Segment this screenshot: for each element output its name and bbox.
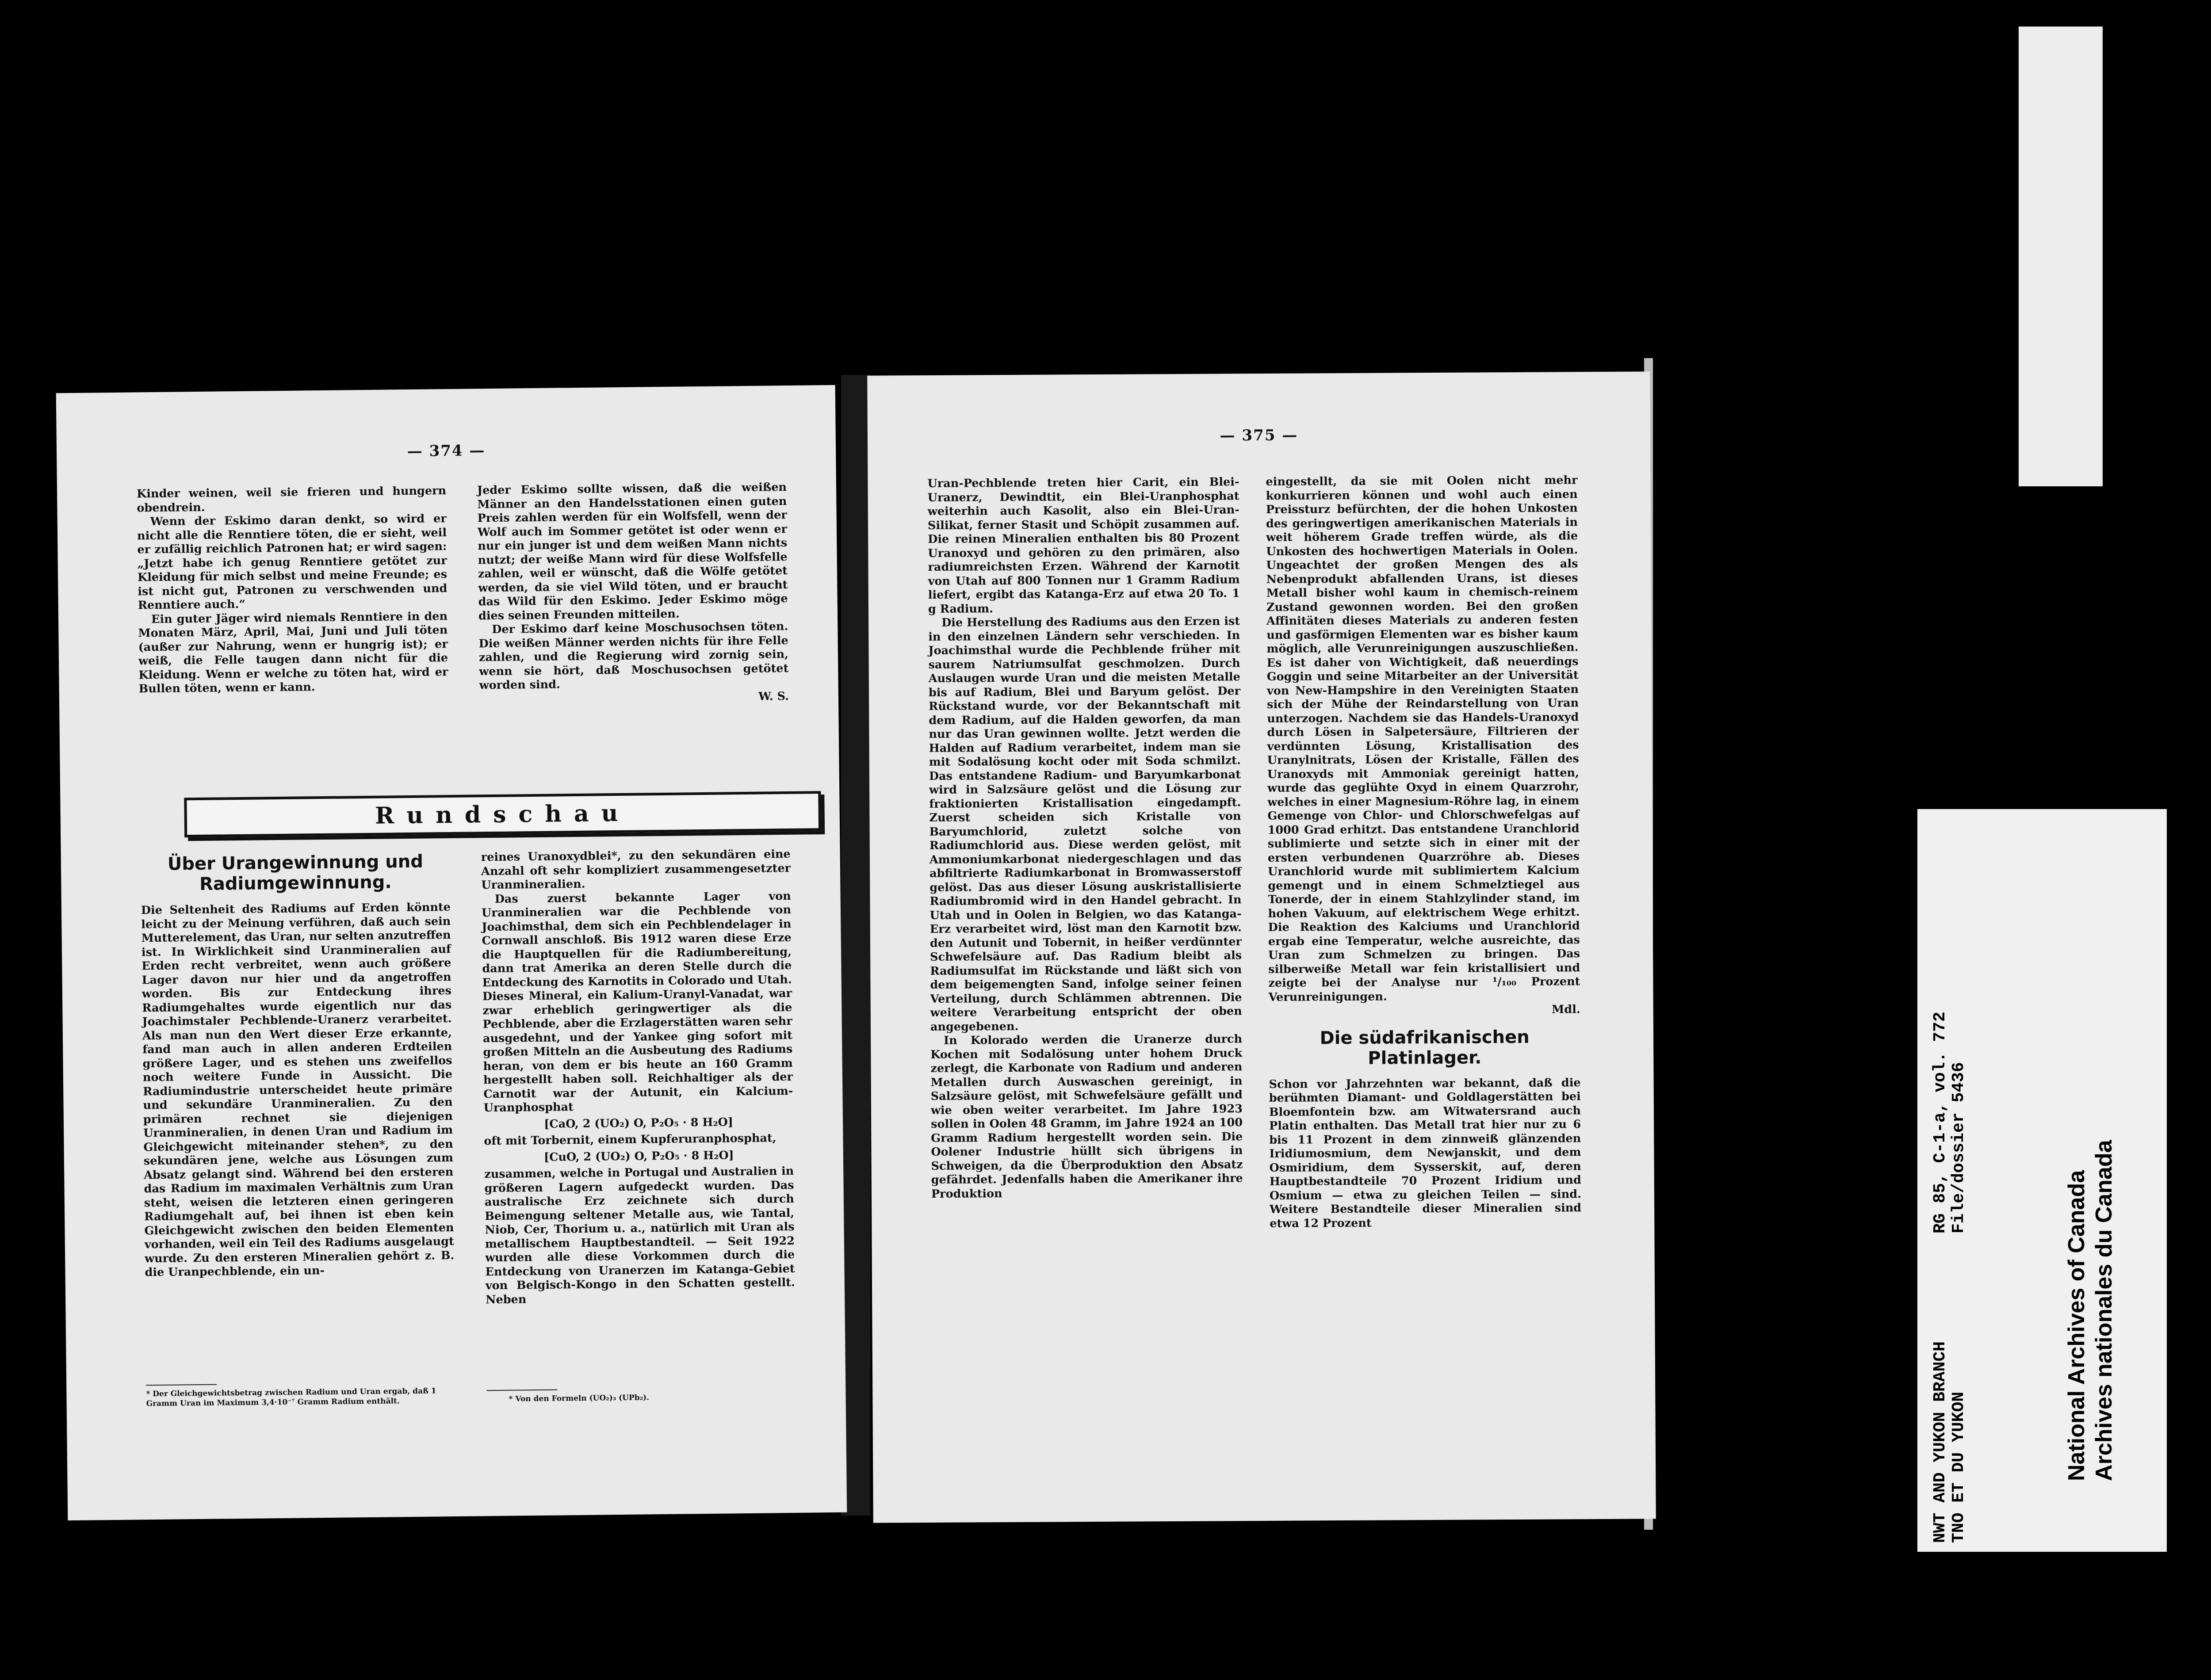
archive-reference: RG 85, C-1-a, vol. 772 (1931, 1012, 1950, 1233)
paragraph: Uran-Pechblende treten hier Carit, ein Blei-Uranerz, Dewindtit, ein Blei-Uranphosphat weiterhin auch Kasolit, also ein Blei-Uran-Silikat, ferner Stasit und Schöpit zusammen auf. Die reinen Mineralien enthalten bis 80 Prozent Uranoxyd und gehören zu den primären, also radiumreichsten Erzen. Während der Karnotit von Utah auf 800 Tonnen nur 1 Gramm Radium liefert, ergibt das Katanga-Erz auf etwa 20 To. 1 g Radium. (927, 475, 1240, 616)
archive-file: File/dossier 5436 (1949, 1062, 1968, 1233)
paragraph: Wenn der Eskimo daran denkt, so wird er nicht alle die Renntiere töten, die er sieht, weil er zufällig reichlich Patronen hat; er wird sagen: „Jetzt habe ich genug Renntiere getötet zur Kleidung für mich selbst und meine Freunde; es ist nicht gut, Patronen zu verschwenden und Renntiere auch.“ (137, 512, 448, 612)
page-number: — 374 — (407, 442, 486, 460)
footnote: * Von den Formeln (UO₂)₃ (UPb₂). (509, 1393, 650, 1404)
archive-name-fr: Archives nationales du Canada (2091, 1140, 2117, 1481)
column-uran-1 (141, 851, 455, 1280)
footnote-rule (486, 1390, 557, 1391)
chemical-formula: [CaO, 2 (UO₂) O, P₂O₅ · 8 H₂O] (544, 1115, 733, 1131)
signature: W. S. (758, 689, 789, 703)
paragraph: oft mit Torbernit, einem Kupferuranphosphat, (484, 1131, 777, 1148)
column-uran-2 (481, 848, 796, 1307)
page-number: — 375 — (1220, 426, 1298, 445)
archive-label (1917, 809, 2167, 1552)
paragraph: Die Herstellung des Radiums aus den Erzen ist in den einzelnen Ländern sehr verschieden. In Joachimsthal wurde die Pechblende früher mit saurem Natriumsulfat geschmolzen. Durch Auslaugen wurde Uran und die meisten Metalle bis auf Radium, Blei und Baryum gelöst. Der Rückstand wurde, vor der Bekanntschaft mit dem Radium, auf die Halden geworfen, da man nur das Uran gewinnen wollte. Jetzt werden die Halden auf Radium verarbeitet, indem man sie mit Sodalösung kocht oder mit Soda schmilzt. Das entstandene Radium- und Baryumkarbonat wird in Salzsäure gelöst und die Lösung zur fraktionierten Kristallisation eingedampft. Zuerst scheiden sich Kristalle von Baryumchlorid, zuletzt solche von Radiumchlorid aus. Diese werden gelöst, mit Ammoniumkarbonat niedergeschlagen und das abfiltrierte Radiumkarbonat in Bromwasserstoff gelöst. Das aus dieser Lösung auskristallisierte Radiumbromid wird in den Handel gebracht. In Utah und in Oolen in Belgien, wo das Katanga-Erz verarbeitet wird, löst man den Karnotit bzw. den Autunit und Tobernit, in heißer verdünnter Schwefelsäure auf. Das Radium bleibt als Radiumsulfat im Rückstande und läßt sich von dem beigemengten Sand, infolge seiner feinen Verteilung, durch Schlämmen abtrennen. Die weitere Verarbeitung entspricht der oben angegebenen. (928, 615, 1242, 1034)
frame-number: 000024 (2105, 99, 2208, 477)
paragraph: Schon vor Jahrzehnten war bekannt, daß die berühmten Diamant- und Goldlagerstätten bei Bloemfontein bzw. am Witwatersrand auch Platin enthalten. Das Metall trat hier nur zu 6 bis 11 Prozent in dem zinnweiß glänzenden Iridiumosmium, dem Newjanskit, und dem Osmiridium, dem Sysserskit, auf, deren Hauptbestandteile 70 Prozent Iridium und Osmium — etwa zu gleichen Teilen — sind. Weitere Bestandteile dieser Mineralien sind etwa 12 Prozent (1269, 1076, 1582, 1230)
banner-title: Rundschau (375, 799, 631, 829)
paragraph: reines Uranoxydblei*, zu den sekundären eine Anzahl oft sehr kompliziert zusammengesetzter Uranmineralien. (481, 847, 791, 892)
column-eskimo-1 (137, 484, 448, 696)
paragraph: zusammen, welche in Portugal und Australien in größeren Lagern aufgedeckt wurden. Das australische Erz zeichnete sich durch Beimengung seltener Metalle aus, wie Tantal, Niob, Cer, Thorium u. a., natürlich mit Uran als metallischem Hauptbestandteil. — Seit 1922 wurden alle diese Vorkommen durch die Entdeckung von Uranerzen im Katanga-Gebiet von Belgisch-Kongo in den Schatten gestellt. Neben (484, 1164, 796, 1306)
footnote: * Der Gleichgewichtsbetrag zwischen Radium und Uran ergab, daß 1 Gramm Uran im Maximum 3,4·10⁻⁷ Gramm Radium enthält. (146, 1386, 436, 1409)
section-banner (184, 791, 821, 837)
article-heading: Die südafrikanischen Platinlager. (1320, 1027, 1530, 1069)
column-radium-2 (1266, 473, 1581, 1231)
book-spine (841, 375, 870, 1516)
column-radium-1 (927, 475, 1243, 1201)
paragraph: Die Seltenheit des Radiums auf Erden könnte leicht zu der Meinung verführen, daß auch sein Mutterelement, das Uran, nur selten anzutreffen ist. In Wirklichkeit sind Uranmineralien auf Erden recht verbreitet, wenn auch größere Lager davon nur hier und da angetroffen worden. Bis zur Entdeckung ihres Radiumgehaltes wurde eigentlich nur das Joachimstaler Pechblende-Uranerz verarbeitet. Als man nun den Wert dieser Erze erkannte, fand man auch in allen anderen Erdteilen größere Lager, und es stehen uns zweifellos noch weitere Funde in Aussicht. Die Radiumindustrie unterscheidet heute primäre und sekundäre Uranmineralien. Zu den primären rechnet sie diejenigen Uranmineralien, in denen Uran und Radium im Gleichgewicht miteinander stehen*, zu den sekundären jene, welche aus Lösungen zum Absatz gelangt sind. Während bei den ersteren das Radium im maximalen Verhältnis zum Uran steht, weisen die letzteren einen geringeren Radiumgehalt auf, bei ihnen ist eben kein Gleichgewicht zwischen den beiden Elementen vorhanden, weil ein Teil des Radiums ausgelaugt wurde. Zu den ersteren Mineralien gehört z. B. die Uranpechblende, ein un- (141, 901, 455, 1279)
frame-number-strip (2019, 27, 2103, 486)
chemical-formula: [CuO, 2 (UO₂) O, P₂O₅ · 8 H₂O] (543, 1148, 734, 1164)
paragraph: Der Eskimo darf keine Moschusochsen töten. Die weißen Männer werden nichts für ihre Felle zahlen, und die Regierung wird zornig sein, wenn sie hört, daß Moschusochsen getötet worden sind. (478, 619, 789, 692)
page-375 (867, 371, 1656, 1523)
paragraph: In Kolorado werden die Uranerze durch Kochen mit Sodalösung unter hohem Druck zerlegt, die Karbonate von Radium und anderen Metallen durch Auswaschen gereinigt, in Salzsäure gelöst, mit Schwefelsäure gefällt und wie oben weiter verarbeitet. Im Jahre 1923 sollen in Oolen 48 Gramm, im Jahre 1924 an 100 Gramm Radium hergestellt worden sein. Die Oolener Industrie hüllt sich übrigens in Schweigen, da die Überproduktion den Absatz gefährdet. Jedenfalls haben die Amerikaner ihre Produktion (930, 1032, 1243, 1201)
signature: Mdl. (1552, 1003, 1580, 1016)
paragraph: eingestellt, da sie mit Oolen nicht mehr konkurrieren können und wohl auch einen Preissturz befürchten, der die hohen Unkosten des geringwertigen amerikanischen Materials in weit höherem Grade treffen würde, als die Unkosten des hochwertigen Materials in Oolen. Ungeachtet der großen Mengen des als Nebenprodukt abfallenden Urans, ist dieses Metall bisher wohl kaum in chemisch-reinem Zustand gewonnen worden. Bei den großen Affinitäten dieses Materials zu anderen festen und gasförmigen Elementen war es bisher kaum möglich, alle Verunreinigungen auszuschließen. Es ist daher von Wichtigkeit, daß neuerdings Goggin und seine Mitarbeiter an der Universität von New-Hampshire in den Vereinigten Staaten sich der Mühe der Reindarstellung von Uran unterzogen. Nachdem sie das Handels-Uranoxyd durch Lösen in Salpetersäure, Filtrieren der verdünnten Lösung, Kristallisation des Uranylnitrats, Lösen der Kristalle, Fällen des Uranoxyds mit Ammoniak gereinigt hatten, wurde das geglühte Oxyd in einem Quarzrohr, welches in einer Magnesium-Röhre lag, in einem Gemenge von Chlor- und Chlorschwefelgas auf 1000 Grad erhitzt. Das entstandene Uranchlorid sublimierte und setzte sich in einer mit der ersten verbundenen Quarzröhre ab. Dieses Uranchlorid wurde mit sublimiertem Kalcium gemengt und in einem Schmelztiegel aus Tonerde, der in einem Stahlzylinder stand, im hohen Vakuum, auf elektrischem Wege erhitzt. Die Reaktion des Kalciums und Uranchlorid ergab eine Temperatur, welche ausreichte, das Uran zum Schmelzen zu bringen. Das silberweiße Metall war fein kristallisiert und zeigte bei der Analyse nur ¹/₁₀₀ Prozent Verunreinigungen. (1266, 473, 1580, 1004)
paragraph: Ein guter Jäger wird niemals Renntiere in den Monaten März, April, Mai, Juni und Juli töten (außer zur Nahrung, wenn er hungrig ist); er weiß, die Felle taugen dann nicht für die Kleidung. Wenn er welche zu töten hat, wird er Bullen töten, wenn er kann. (138, 609, 448, 696)
archive-branch-fr: TNO ET DU YUKON (1949, 1391, 1968, 1543)
archive-branch-en: NWT AND YUKON BRANCH (1931, 1341, 1950, 1543)
column-eskimo-2 (477, 481, 789, 706)
page-374 (56, 385, 847, 1520)
footnote-rule (146, 1384, 217, 1386)
article-heading: Über Urangewinnung und Radiumgewinnung. (167, 851, 424, 894)
paragraph: Kinder weinen, weil sie frieren und hungern obendrein. (136, 484, 447, 515)
archive-name-en: National Archives of Canada (2064, 1170, 2089, 1481)
paragraph: Das zuerst bekannte Lager von Uranmineralien war die Pechblende von Joachimsthal, dem sich ein Pechblendelager in Cornwall anschloß. Bis 1912 waren diese Erze die Hauptquellen für die Radiumbereitung, dann trat Amerika an deren Stelle durch die Entdeckung des Karnotits in Colorado und Utah. Dieses Mineral, ein Kalium-Uranyl-Vanadat, war zwar erheblich geringwertiger als die Pechblende, aber die Erzlagerstätten waren sehr ausgedehnt, und der Yankee ging sofort mit großen Mitteln an die Ausbeutung des Radiums heran, von dem er bis heute an 160 Gramm hergestellt haben soll. Reichhaltiger als der Carnotit war der Autunit, ein Kalcium-Uranphosphat (481, 889, 793, 1115)
paragraph: Jeder Eskimo sollte wissen, daß die weißen Männer an den Handelsstationen einen guten Preis zahlen werden für ein Wolfsfell, wenn der Wolf auch im Sommer getötet ist oder wenn er nur ein junger ist und dem weißen Mann nichts nutzt; der weiße Mann wird für diese Wolfsfelle zahlen, weil er wünscht, daß die Wölfe getötet werden, da sie viel Wild töten, und er braucht das Wild für den Eskimo. Jeder Eskimo möge dies seinen Freunden mitteilen. (477, 481, 788, 622)
